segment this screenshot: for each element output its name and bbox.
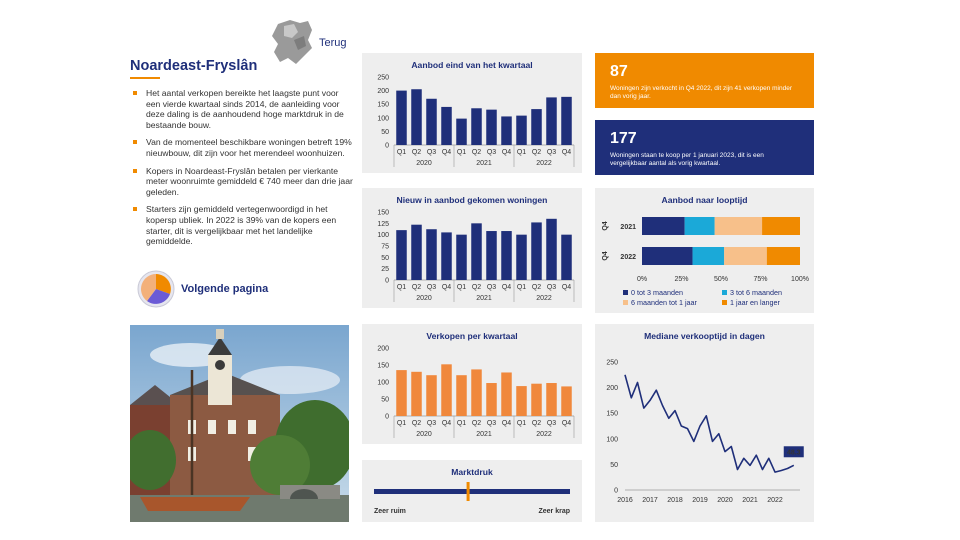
x-tick-label: Q2 — [471, 420, 482, 427]
bar — [486, 383, 497, 416]
x-tick-label: 2022 — [767, 497, 783, 504]
x-tick-label: 2021 — [742, 497, 758, 504]
x-tick-label: Q3 — [546, 420, 557, 427]
x-tick-label: Q1 — [396, 149, 407, 156]
insight-item: Van de momenteel beschikbare woningen betreft 19% nieuwbouw, dit zijn voor het merendeel woonhuizen. — [130, 137, 355, 158]
chart-title-verkooptijd: Mediane verkooptijd in dagen — [644, 331, 765, 341]
chart-title-looptijd: Aanbod naar looptijd — [661, 195, 748, 205]
x-tick-label: Q3 — [486, 420, 497, 427]
legend-swatch — [722, 290, 727, 295]
x-tick-label: 100% — [791, 276, 809, 283]
bar — [486, 231, 497, 280]
x-tick-label: Q4 — [501, 420, 512, 427]
last-value-label: 48.3 — [786, 449, 801, 457]
bar — [396, 370, 407, 416]
x-group-label: 2020 — [416, 431, 432, 438]
chart-panel-verkooptijd — [595, 324, 814, 522]
legend-label: 6 maanden tot 1 jaar — [631, 298, 697, 307]
bar — [501, 116, 512, 145]
x-tick-label: Q4 — [561, 284, 572, 291]
y-tick-label: 25 — [381, 266, 389, 274]
x-tick-label: Q2 — [411, 284, 422, 291]
y-tick-label: 50 — [381, 396, 389, 404]
y-tick-label: 50 — [381, 128, 389, 136]
y-tick-label: 150 — [377, 362, 389, 370]
bar — [471, 108, 482, 145]
gauge-marktdruk — [362, 460, 582, 522]
x-tick-label: Q2 — [471, 284, 482, 291]
x-tick-label: Q2 — [531, 420, 542, 427]
x-tick-label: 75% — [753, 276, 768, 283]
legend-swatch — [722, 300, 727, 305]
kpi-text-forsale: Woningen staan te koop per 1 januari 2023, dit is een vergelijkbaar aantal als vorig kwartaal. — [610, 152, 764, 167]
x-group-label: 2022 — [536, 431, 552, 438]
kpi-card-sold — [595, 53, 814, 108]
y-tick-label: 75 — [381, 243, 389, 251]
x-group-label: 2021 — [476, 431, 492, 438]
bar — [546, 219, 557, 280]
row-group-label: Q4 — [602, 221, 609, 231]
gauge-track — [374, 489, 570, 494]
chart-title-verkopen: Verkopen per kwartaal — [426, 331, 518, 341]
x-tick-label: Q4 — [441, 284, 452, 291]
bar — [426, 375, 437, 416]
row-label: 2022 — [620, 254, 636, 261]
x-tick-label: Q1 — [396, 284, 407, 291]
stacked-segment — [685, 217, 715, 235]
legend-label: 3 tot 6 maanden — [730, 288, 782, 297]
bar — [411, 89, 422, 145]
stacked-segment — [762, 217, 800, 235]
bar — [561, 386, 572, 416]
y-tick-label: 100 — [606, 436, 618, 444]
bar — [546, 383, 557, 416]
x-group-label: 2021 — [476, 295, 492, 302]
x-tick-label: 2016 — [617, 497, 633, 504]
stacked-segment — [767, 247, 800, 265]
x-tick-label: Q1 — [516, 284, 527, 291]
gauge-right-label: Zeer krap — [538, 508, 570, 515]
x-tick-label: Q4 — [501, 284, 512, 291]
insight-list — [130, 88, 355, 254]
gauge-title-marktdruk: Marktdruk — [451, 467, 493, 477]
row-group-label: Q4 — [602, 251, 609, 261]
stacked-segment — [715, 217, 762, 235]
chart-panel-verkopen — [362, 324, 582, 444]
bar — [441, 364, 452, 416]
stacked-segment — [642, 247, 693, 265]
x-tick-label: Q2 — [531, 284, 542, 291]
y-tick-label: 125 — [377, 220, 389, 228]
x-tick-label: Q3 — [426, 420, 437, 427]
bar — [501, 372, 512, 416]
x-tick-label: Q3 — [546, 284, 557, 291]
x-group-label: 2020 — [416, 295, 432, 302]
legend-label: 0 tot 3 maanden — [631, 288, 683, 297]
chart-panel-nieuw — [362, 188, 582, 308]
x-tick-label: 50% — [713, 276, 729, 283]
insight-item: Starters zijn gemiddeld vertegenwoordigd in het kopersp ubliek. In 2022 is 39% van de kopers een starter, dit is vergelijkbaar met het landelijke gemiddelde. — [130, 204, 355, 246]
bar — [426, 99, 437, 145]
bar — [561, 235, 572, 280]
y-tick-label: 0 — [614, 487, 618, 495]
kpi-value-sold: 87 — [610, 63, 628, 80]
bar — [531, 384, 542, 416]
bar — [396, 230, 407, 280]
x-tick-label: Q1 — [456, 149, 467, 156]
bar — [396, 91, 407, 145]
legend-swatch — [623, 290, 628, 295]
back-link[interactable]: Terug — [319, 37, 347, 49]
x-tick-label: Q1 — [456, 284, 467, 291]
bar — [531, 109, 542, 145]
stacked-segment — [642, 217, 685, 235]
bar — [456, 119, 467, 145]
x-group-label: 2021 — [476, 160, 492, 167]
y-tick-label: 250 — [606, 359, 618, 367]
x-tick-label: Q4 — [561, 420, 572, 427]
insight-item: Kopers in Noardeast-Fryslân betalen per vierkante meter woonruimte gemiddeld € 740 meer dan drie jaar geleden. — [130, 166, 355, 198]
bar — [516, 235, 527, 280]
bar — [411, 225, 422, 280]
x-tick-label: Q2 — [411, 420, 422, 427]
bar — [456, 235, 467, 280]
legend-label: 1 jaar en langer — [730, 298, 780, 307]
legend-swatch — [623, 300, 628, 305]
x-tick-label: Q3 — [426, 284, 437, 291]
bar — [501, 231, 512, 280]
x-tick-label: Q3 — [546, 149, 557, 156]
gauge-marker — [467, 482, 470, 501]
x-tick-label: 2020 — [717, 497, 733, 504]
x-tick-label: Q1 — [456, 420, 467, 427]
gauge-left-label: Zeer ruim — [374, 508, 406, 515]
bar — [471, 223, 482, 280]
y-tick-label: 200 — [606, 385, 618, 393]
bar — [456, 375, 467, 416]
x-tick-label: Q3 — [486, 284, 497, 291]
x-tick-label: Q2 — [471, 149, 482, 156]
chart-title-nieuw: Nieuw in aanbod gekomen woningen — [396, 195, 548, 205]
y-tick-label: 250 — [377, 74, 389, 82]
town-photo — [130, 325, 349, 522]
x-tick-label: Q2 — [531, 149, 542, 156]
chart-looptijd — [595, 188, 814, 313]
x-tick-label: 2019 — [692, 497, 708, 504]
insight-item: Het aantal verkopen bereikte het laagste punt voor een vierde kwartaal sinds 2014, de aanleiding voor deze daling is de aanhoudend hoge marktdruk in de bestaande bouw. — [130, 88, 355, 130]
region-map-icon[interactable] — [270, 18, 314, 66]
y-tick-label: 100 — [377, 232, 389, 240]
bar — [471, 369, 482, 416]
bar — [516, 386, 527, 416]
bar — [426, 229, 437, 280]
gauge-panel-marktdruk — [362, 460, 582, 522]
y-tick-label: 0 — [385, 142, 389, 150]
kpi-text-sold: Woningen zijn verkocht in Q4 2022, dit zijn 41 verkopen minder dan vorig jaar. — [610, 85, 792, 100]
x-tick-label: Q4 — [501, 149, 512, 156]
y-tick-label: 50 — [610, 461, 618, 469]
chart-nieuw — [362, 188, 582, 308]
stacked-segment — [724, 247, 767, 265]
bar — [486, 110, 497, 145]
bar — [441, 232, 452, 280]
x-tick-label: Q1 — [396, 420, 407, 427]
chart-aanbod — [362, 53, 582, 173]
x-tick-label: Q1 — [516, 420, 527, 427]
series-line — [625, 375, 794, 472]
bar — [546, 97, 557, 145]
pie-chart-icon — [137, 270, 175, 308]
y-tick-label: 200 — [377, 88, 389, 96]
y-tick-label: 150 — [606, 410, 618, 418]
chart-verkopen — [362, 324, 582, 444]
y-tick-label: 150 — [377, 209, 389, 217]
y-tick-label: 100 — [377, 379, 389, 387]
x-tick-label: Q4 — [441, 420, 452, 427]
x-tick-label: Q2 — [411, 149, 422, 156]
page-title: Noardeast-Fryslân — [130, 58, 258, 74]
y-tick-label: 50 — [381, 254, 389, 262]
bar — [516, 116, 527, 145]
bar — [561, 97, 572, 145]
chart-panel-looptijd — [595, 188, 814, 313]
y-tick-label: 200 — [377, 345, 389, 353]
kpi-card-forsale — [595, 120, 814, 175]
x-tick-label: Q4 — [441, 149, 452, 156]
x-tick-label: Q3 — [486, 149, 497, 156]
next-page-label: Volgende pagina — [181, 283, 269, 295]
x-group-label: 2022 — [536, 295, 552, 302]
bar — [411, 372, 422, 416]
x-tick-label: 25% — [674, 276, 689, 283]
y-tick-label: 150 — [377, 101, 389, 109]
stacked-segment — [693, 247, 725, 265]
row-label: 2021 — [620, 224, 636, 231]
title-underline — [130, 77, 160, 79]
kpi-value-forsale: 177 — [610, 130, 637, 147]
x-tick-label: Q1 — [516, 149, 527, 156]
x-tick-label: 0% — [636, 276, 648, 283]
y-tick-label: 0 — [385, 277, 389, 285]
next-page-button[interactable] — [137, 270, 268, 308]
x-tick-label: Q4 — [561, 149, 572, 156]
bar — [441, 107, 452, 145]
chart-title-aanbod: Aanbod eind van het kwartaal — [411, 60, 533, 70]
x-group-label: 2022 — [536, 160, 552, 167]
x-tick-label: 2017 — [642, 497, 658, 504]
x-tick-label: 2018 — [667, 497, 683, 504]
chart-verkooptijd — [595, 324, 814, 522]
chart-panel-aanbod — [362, 53, 582, 173]
x-group-label: 2020 — [416, 160, 432, 167]
y-tick-label: 0 — [385, 413, 389, 421]
y-tick-label: 100 — [377, 115, 389, 123]
x-tick-label: Q3 — [426, 149, 437, 156]
bar — [531, 222, 542, 280]
